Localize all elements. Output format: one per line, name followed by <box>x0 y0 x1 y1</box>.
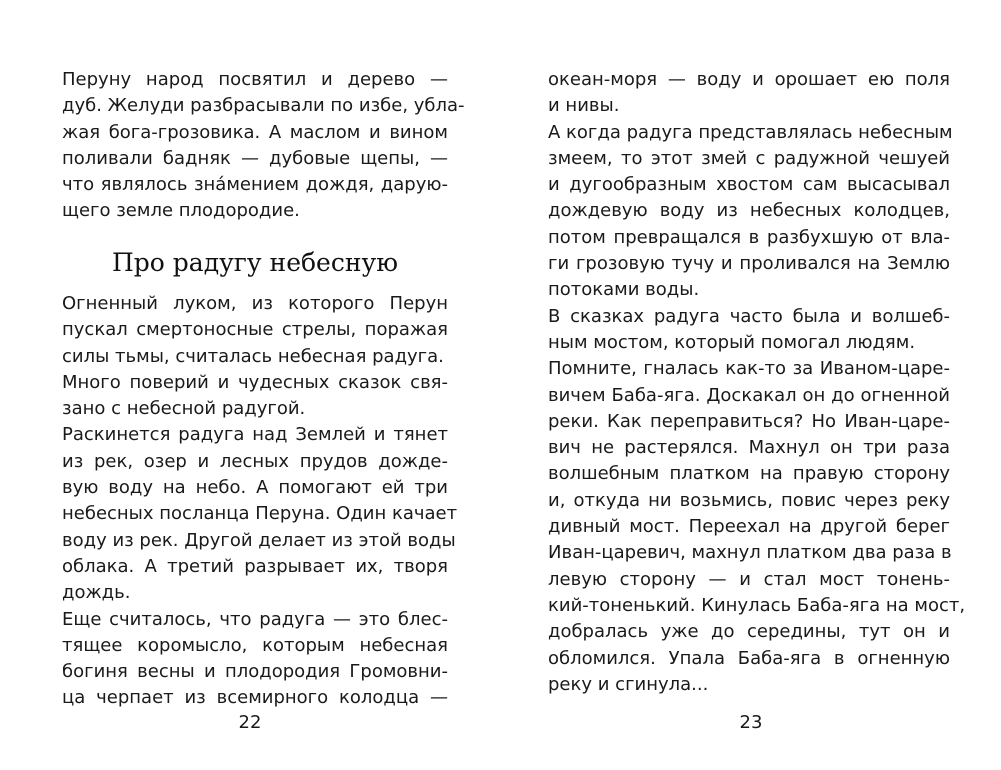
text-line: В сказках радуга часто была и волшеб- <box>548 305 950 327</box>
body-text <box>62 291 458 712</box>
text-line: жая бога-грозовика. А маслом и вином <box>62 121 448 143</box>
page-number: 22 <box>238 712 262 733</box>
section-heading: Про радугу небесную <box>111 248 398 277</box>
text-line: и, откуда ни возьмись, повис через реку <box>548 489 950 511</box>
text-line: и дугообразным хвостом сам высасывал <box>548 174 950 196</box>
text-line: дождевую воду из небесных колодцев, <box>548 200 950 222</box>
text-line: Раскинется радуга над Землей и тянет <box>62 424 448 446</box>
text-line: обломился. Упала Баба-яга в огненную <box>548 647 950 669</box>
right-page-text <box>548 67 966 698</box>
text-line: потом превращался в разбухшую от вла- <box>548 226 950 248</box>
text-line: Помните, гналась как-то за Иваном-царе- <box>548 358 950 380</box>
text-line: Еще считалось, что радуга — это блес- <box>62 608 448 630</box>
text-line: добралась уже до середины, тут он и <box>548 621 950 643</box>
text-line: ца черпает из всемирного колодца — <box>62 687 448 709</box>
left-page <box>0 0 500 770</box>
text-line: небесных посланца Перуна. Один качает <box>62 503 458 525</box>
text-line: вич не растерялся. Махнул он три раза <box>548 437 950 459</box>
text-line: что являлось зна́мением дождя, дарую- <box>62 174 448 196</box>
page-number: 23 <box>739 712 763 733</box>
text-line: Огненный луком, из которого Перун <box>62 293 448 314</box>
text-line: дивный мост. Переехал на другой берег <box>548 516 950 538</box>
text-line: вичем Баба-яга. Доскакал он до огненной <box>548 384 950 406</box>
text-line: океан-моря — воду и орошает ею поля <box>548 69 950 90</box>
text-line: дождь. <box>62 582 131 604</box>
text-line: Много поверий и чудесных сказок свя- <box>62 371 448 393</box>
text-line: Перуну народ посвятил и дерево — <box>62 69 448 90</box>
text-line: змеем, то этот змей с радужной чешуей <box>548 147 950 169</box>
text-line: поливали бадняк — дубовые щепы, — <box>62 147 448 169</box>
text-line: Иван-царевич, махнул платком два раза в <box>548 542 952 564</box>
text-line: ным мостом, который помогал людям. <box>548 331 916 353</box>
text-line: из рек, озер и лесных прудов дожде- <box>62 450 448 472</box>
text-line: потоками воды. <box>548 279 700 301</box>
text-line: пускал смертоносные стрелы, поражая <box>62 319 448 341</box>
text-line: зано с небесной радугой. <box>62 398 306 420</box>
text-line: кий-тоненький. Кинулась Баба-яга на мост, <box>548 594 966 616</box>
text-line: дуб. Желуди разбрасывали по избе, убла- <box>62 95 465 117</box>
text-line: силы тьмы, считалась небесная радуга. <box>62 345 444 367</box>
text-line: богиня весны и плодородия Громовни- <box>62 661 448 683</box>
text-line: и нивы. <box>548 95 620 117</box>
text-line: реки. Как переправиться? Но Иван-царе- <box>548 410 950 432</box>
text-line: вую воду на небо. А помогают ей три <box>62 477 448 499</box>
intro-paragraph <box>62 67 465 225</box>
text-line: тящее коромысло, которым небесная <box>62 634 448 656</box>
text-line: реку и сгинула... <box>548 673 709 695</box>
text-line: воду из рек. Другой делает из этой воды <box>62 529 456 551</box>
text-line: облака. А третий разрывает их, творя <box>62 555 448 577</box>
text-line: волшебным платком на правую сторону <box>548 463 950 485</box>
text-line: левую сторону — и стал мост тонень- <box>548 568 950 590</box>
text-line: А когда радуга представлялась небесным <box>548 121 953 143</box>
text-line: ги грозовую тучу и проливался на Землю <box>548 253 950 275</box>
text-line: щего земле плодородие. <box>62 200 300 222</box>
